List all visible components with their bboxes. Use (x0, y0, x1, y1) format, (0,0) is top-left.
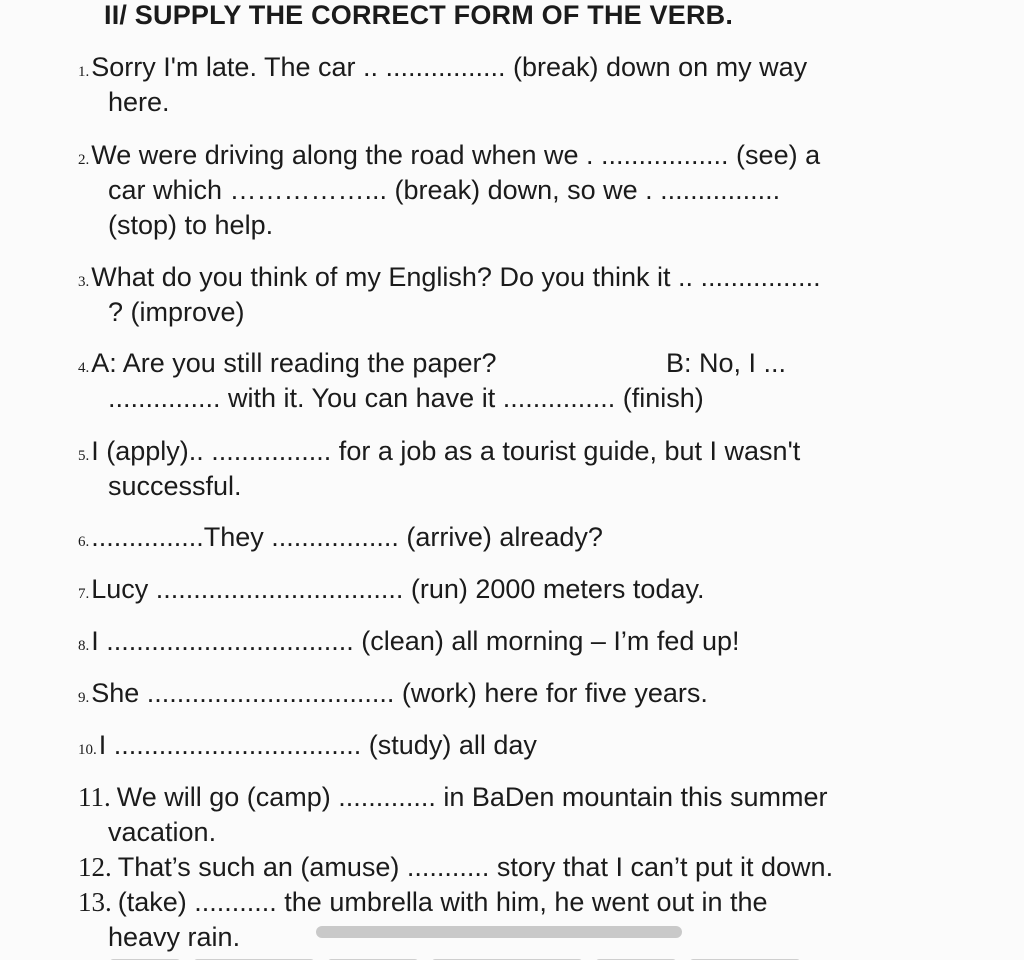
item-3-number: 3. (78, 274, 90, 290)
item-11-line-2: vacation. (108, 817, 217, 847)
exercise-title: II/ SUPPLY THE CORRECT FORM OF THE VERB. (104, 0, 734, 30)
item-2-line-2: car which ……………... (break) down, so we . ................ (108, 175, 781, 205)
item-5-number: 5. (78, 448, 90, 464)
cut-off-next-line (110, 952, 910, 960)
item-5-line-2: successful. (108, 471, 242, 501)
item-3-line-1: 3.What do you think of my English? Do you think it .. ................ (78, 260, 821, 300)
item-1-line-2: here. (108, 87, 170, 117)
item-4-line-2: ............... with it. You can have it ............... (finish) (108, 383, 704, 413)
item-10-number: 10. (78, 742, 97, 758)
item-1-number: 1. (78, 64, 90, 80)
item-12-number: 12. (78, 852, 112, 882)
item-8-number: 8. (78, 638, 90, 654)
item-11-line-1: 11. We will go (camp) ............. in BaDen mountain this summer (78, 780, 828, 815)
item-9-line-1: 9.She ................................. (work) here for five years. (78, 676, 708, 716)
item-4-speaker-b: B: No, I ... (666, 348, 787, 378)
item-13-line-1: 13. (take) ........... the umbrella with him, he went out in the (78, 885, 768, 920)
item-2-line-3: (stop) to help. (108, 210, 274, 240)
item-2-number: 2. (78, 152, 90, 168)
item-4-line-1: 4.A: Are you still reading the paper? (78, 346, 497, 386)
item-9-number: 9. (78, 690, 90, 706)
item-11-number: 11. (78, 782, 111, 812)
item-1-line-1: 1.Sorry I'm late. The car .. ................ (break) down on my way (78, 50, 807, 90)
item-7-line-1: 7.Lucy ................................. (run) 2000 meters today. (78, 572, 704, 612)
item-3-line-2: ? (improve) (108, 297, 245, 327)
item-7-number: 7. (78, 586, 90, 602)
item-5-line-1: 5.I (apply).. ................ for a job as a tourist guide, but I wasn't (78, 434, 800, 474)
item-2-line-1: 2.We were driving along the road when we . ................. (see) a (78, 138, 820, 178)
scroll-indicator[interactable] (316, 926, 682, 938)
item-6-number: 6. (78, 534, 90, 550)
item-13-number: 13. (78, 887, 112, 917)
item-6-line-1: 6................They ................. (arrive) already? (78, 520, 603, 560)
item-10-line-1: 10.I ................................. (study) all day (78, 728, 537, 768)
item-13-line-2: heavy rain. (108, 922, 241, 952)
item-8-line-1: 8.I ................................. (clean) all morning – I’m fed up! (78, 624, 739, 664)
item-12-line-1: 12. That’s such an (amuse) ........... story that I can’t put it down. (78, 850, 833, 885)
item-4-number: 4. (78, 360, 90, 376)
